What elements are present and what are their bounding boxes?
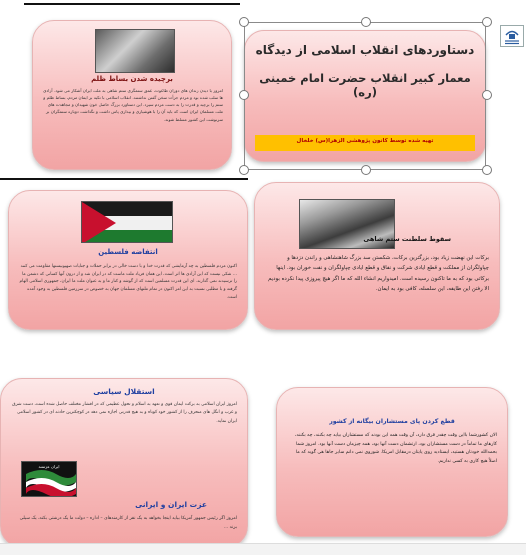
- poster-caption: ایران عزتمند: [38, 464, 60, 469]
- middle-rule: [0, 178, 248, 180]
- card-fall-of-monarchy[interactable]: [254, 182, 500, 330]
- card-heading: سقوط سلطنت ستم شاهی: [363, 235, 451, 243]
- resize-handle[interactable]: [239, 165, 249, 175]
- layout-options-icon: [501, 26, 523, 46]
- card-body: الان کشورشما بااین وقت چقدر فرق دارد، آن وقت همه این بودند که مستشاران بیاید چه بکنند، چه بکنند، کارهای ما تماماً در دست مستشاران بود، ارتشمان دست آنها بود، همه چیزمان دست آنها بود. امروز شما بحمدالله خودتان هستید، ایستادید روی پایتان درمقابل امریکا. شوروی نمی دانم سایر جاها هی گوید که ما اصلاً هیچ کاری به کسی نداریم.: [294, 433, 497, 465]
- resize-handle[interactable]: [361, 17, 371, 27]
- card-heading: عزت ایران و ایرانی: [135, 500, 207, 509]
- crowd-photo: [95, 29, 175, 73]
- title-card[interactable]: [244, 30, 486, 162]
- top-rule: [24, 3, 240, 5]
- resize-handle[interactable]: [239, 90, 249, 100]
- credit-text: تهیه شده توسط کانون پژوهشی الزهرا(س) خلخال: [296, 138, 434, 144]
- resize-handle[interactable]: [239, 17, 249, 27]
- main-title-line1: دستاوردهای انقلاب اسلامی از دیدگاه: [255, 43, 475, 57]
- main-title-line2: معمار کبیر انقلاب حضرت امام خمینی (ره): [259, 71, 471, 99]
- card-political-independence[interactable]: [0, 378, 248, 548]
- resize-handle[interactable]: [482, 165, 492, 175]
- status-bar: [0, 543, 526, 555]
- resize-handle[interactable]: [482, 90, 492, 100]
- card-end-of-oppression[interactable]: [32, 20, 232, 170]
- card-heading: برچیده شدن بساط ظلم: [91, 75, 173, 83]
- card-body: امروز با دیدن زندان های دوران طاغوت، عمق ستمگری ستم شاهی به ملت ایران آشکار می شود. آزادی ها سلب شده بود و مردم جرأت سخن گفتن نداشتند. انقلاب اسلامی با تکیه بر ایمان مردم، بساط ظلم و ستم را برچید و قدرت را به دست مردم سپرد. این دستاورد بزرگ حاصل خون شهیدان و مجاهدت های ملت مسلمان ایران است که باید آن را با هوشیاری و بیداری پاس داشت و نگذاشت دوباره ستمگران بر سرنوشت این کشور مسلط شوند.: [43, 88, 223, 122]
- card-foreign-advisors[interactable]: [276, 387, 508, 537]
- resize-handle[interactable]: [361, 165, 371, 175]
- palestine-flag-photo: [81, 201, 173, 243]
- layout-options-button[interactable]: [500, 25, 524, 47]
- card-heading: قطع کردن پای مستشاران بیگانه از کشور: [329, 418, 455, 425]
- card-palestine-intifada[interactable]: [8, 190, 248, 330]
- resize-handle[interactable]: [482, 17, 492, 27]
- card-body: برکات این نهضت زیاد بود، بزرگترین برکات، شکستن سد بزرگ شاهنشاهی و راندن دزدها و چپاولگران از مملکت و قطع ایادی شرکت و نفاق و قطع ایادی چپاولگران و نفت خوران بود. اینها برکاتی بود که به ما تاکنون رسیده است. امیدواریم انشاء الله که ما اگر هیچ پیروزی پیدا نکرده بودیم الا رفتن این طایفه، این سلسله، کافی بود به ایمان.: [268, 255, 489, 292]
- iran-flag-poster: [21, 461, 77, 497]
- card-heading: استقلال سیاسی: [93, 387, 155, 396]
- card-body: اکنون مردم فلسطین به چه آزمایشی که قدرت خدا و با دست خالی در برابر حملات و جنایات صهیونیستها مقاومت می کنند … شکی نیست که این آزادی ها اثر است، این همان فریاد ملت ماست که در ایران شد و از درون آنها کسانی که دشمن ما را ترسیدند نمی گذارند. ای این قدرت مسلمین است که از گوشه و کنار ما و به عنوان ملت ما ایران، جمهوری اسلامی الهام گرفته و با مطلبی نسبت به این امر اکنون در تمام ملتهای مسلمان جهان به خصوص در سرزمین فلسطین به وجود آمده است.: [19, 264, 237, 300]
- card-body: امروز اگر رئیس جمهور آمریکا بیاید اینجا بخواهد به یک نفر از کارمندهای – اداره – دولت ما یک درشتی بکند، یک سیلی بزند …: [19, 516, 237, 530]
- card-body: امروز ایران اسلامی به برکت ایمان قوی و تعهد به اسلام و تحول عظیمی که در افشار مختلف حاصل شده است، دست شرق و غرب و انگل های منحرف را از کشور خود کوتاه و به هیچ قدرتی اجازه نمی دهد در کوچکترین حادثه ای در کشور اسلامی ایران نماید.: [12, 402, 237, 424]
- card-heading: انتفاضه فلسطین: [98, 248, 158, 256]
